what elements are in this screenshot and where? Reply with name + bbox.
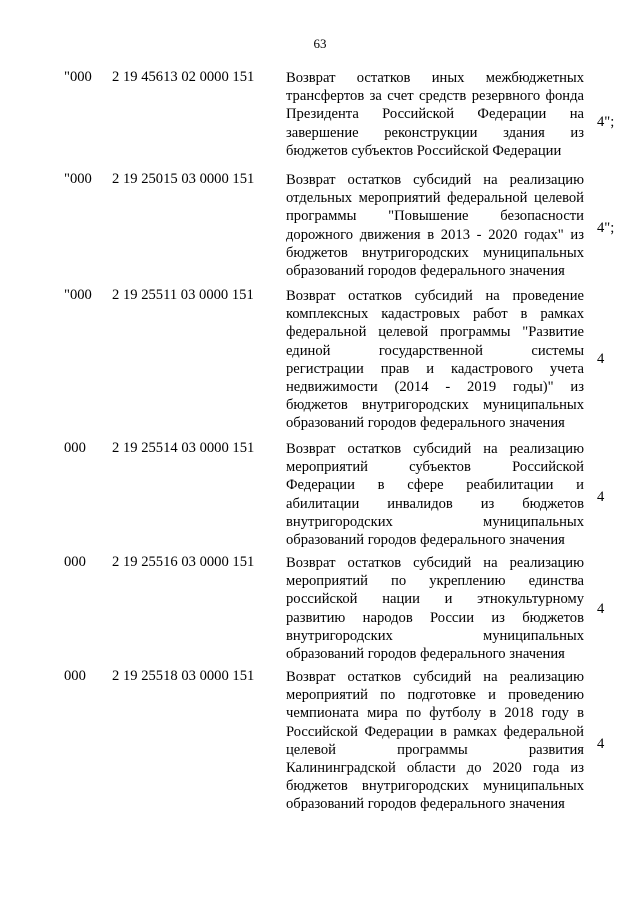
description-line: Федерации в сфере реабилитации и [286,477,584,494]
description-line: отдельных мероприятий федеральной целевой [286,190,584,207]
admin-code: 000 [64,554,86,570]
description-line: недвижимости (2014 - 2019 годы)" из [286,379,584,396]
admin-code: "000 [64,171,92,187]
row-value: 4"; [597,114,615,130]
page-number: 63 [313,36,327,51]
description-line: мероприятий субъектов Российской [286,459,584,476]
description-line: бюджетов внутригородских муниципальных [286,778,584,795]
row-description [286,440,584,549]
description-line: бюджетов субъектов Российской Федерации [286,142,562,159]
description-line: внутригородских муниципальных [286,627,584,644]
row-value: 4 [597,601,605,617]
description-line: Российской Федерации в рамках федеральной [286,723,584,740]
description-line: Возврат остатков субсидий на реализацию [286,441,584,457]
description-line: образований городов федерального значения [286,646,565,663]
row-value: 4 [597,489,605,505]
admin-code: "000 [64,287,92,303]
description-line: бюджетов внутригородских муниципальных [286,244,584,261]
budget-code: 2 19 25516 03 0000 151 [112,554,255,570]
description-line: федеральной целевой программы "Развитие [286,324,584,341]
row-description [286,69,584,160]
row-description [286,171,584,280]
budget-code: 2 19 45613 02 0000 151 [112,69,255,85]
admin-code: "000 [64,69,92,85]
description-line: дорожного движения в 2013 - 2020 годах" из [286,226,584,243]
description-line: комплексных кадастровых работ в рамках [286,306,584,323]
admin-code: 000 [64,440,86,456]
description-line: абилитации инвалидов из бюджетов [286,495,584,512]
description-line: внутригородских муниципальных [286,513,584,530]
description-line: российской нации и этнокультурному [286,591,584,608]
budget-code: 2 19 25015 03 0000 151 [112,171,255,187]
budget-code: 2 19 25518 03 0000 151 [112,668,255,684]
admin-code: 000 [64,668,86,684]
description-line: завершение реконструкции здания из [286,124,584,141]
description-line: развитию народов России из бюджетов [286,609,584,626]
row-value: 4 [597,736,605,752]
description-line: трансфертов за счет средств резервного фонда [286,88,584,105]
description-line: Калининградской области до 2020 года из [286,760,584,777]
description-line: образований городов федерального значения [286,532,565,549]
description-line: Возврат остатков иных межбюджетных [286,70,584,86]
description-line: Президента Российской Федерации на [286,106,584,123]
description-line: программы "Повышение безопасности [286,208,584,225]
description-line: чемпионата мира по футболу в 2018 году в [286,705,584,722]
description-line: регистрации прав и кадастрового учета [286,360,584,377]
description-line: Возврат остатков субсидий на реализацию [286,669,584,685]
description-line: образований городов федерального значения [286,415,565,432]
description-line: Возврат остатков субсидий на проведение [286,288,584,304]
budget-code: 2 19 25511 03 0000 151 [112,287,254,303]
budget-code: 2 19 25514 03 0000 151 [112,440,255,456]
description-line: мероприятий по укреплению единства [286,573,584,590]
row-value: 4 [597,351,605,367]
description-line: бюджетов внутригородских муниципальных [286,397,584,414]
description-line: мероприятий по подготовке и проведению [286,687,584,704]
description-line: Возврат остатков субсидий на реализацию [286,172,584,188]
row-value: 4"; [597,220,615,236]
description-line: целевой программы развития [286,741,584,758]
row-description [286,554,584,663]
row-description [286,668,584,814]
row-description [286,287,584,433]
description-line: единой государственной системы [286,342,584,359]
description-line: образований городов федерального значения [286,796,565,813]
description-line: Возврат остатков субсидий на реализацию [286,555,584,571]
description-line: образований городов федерального значения [286,263,565,280]
